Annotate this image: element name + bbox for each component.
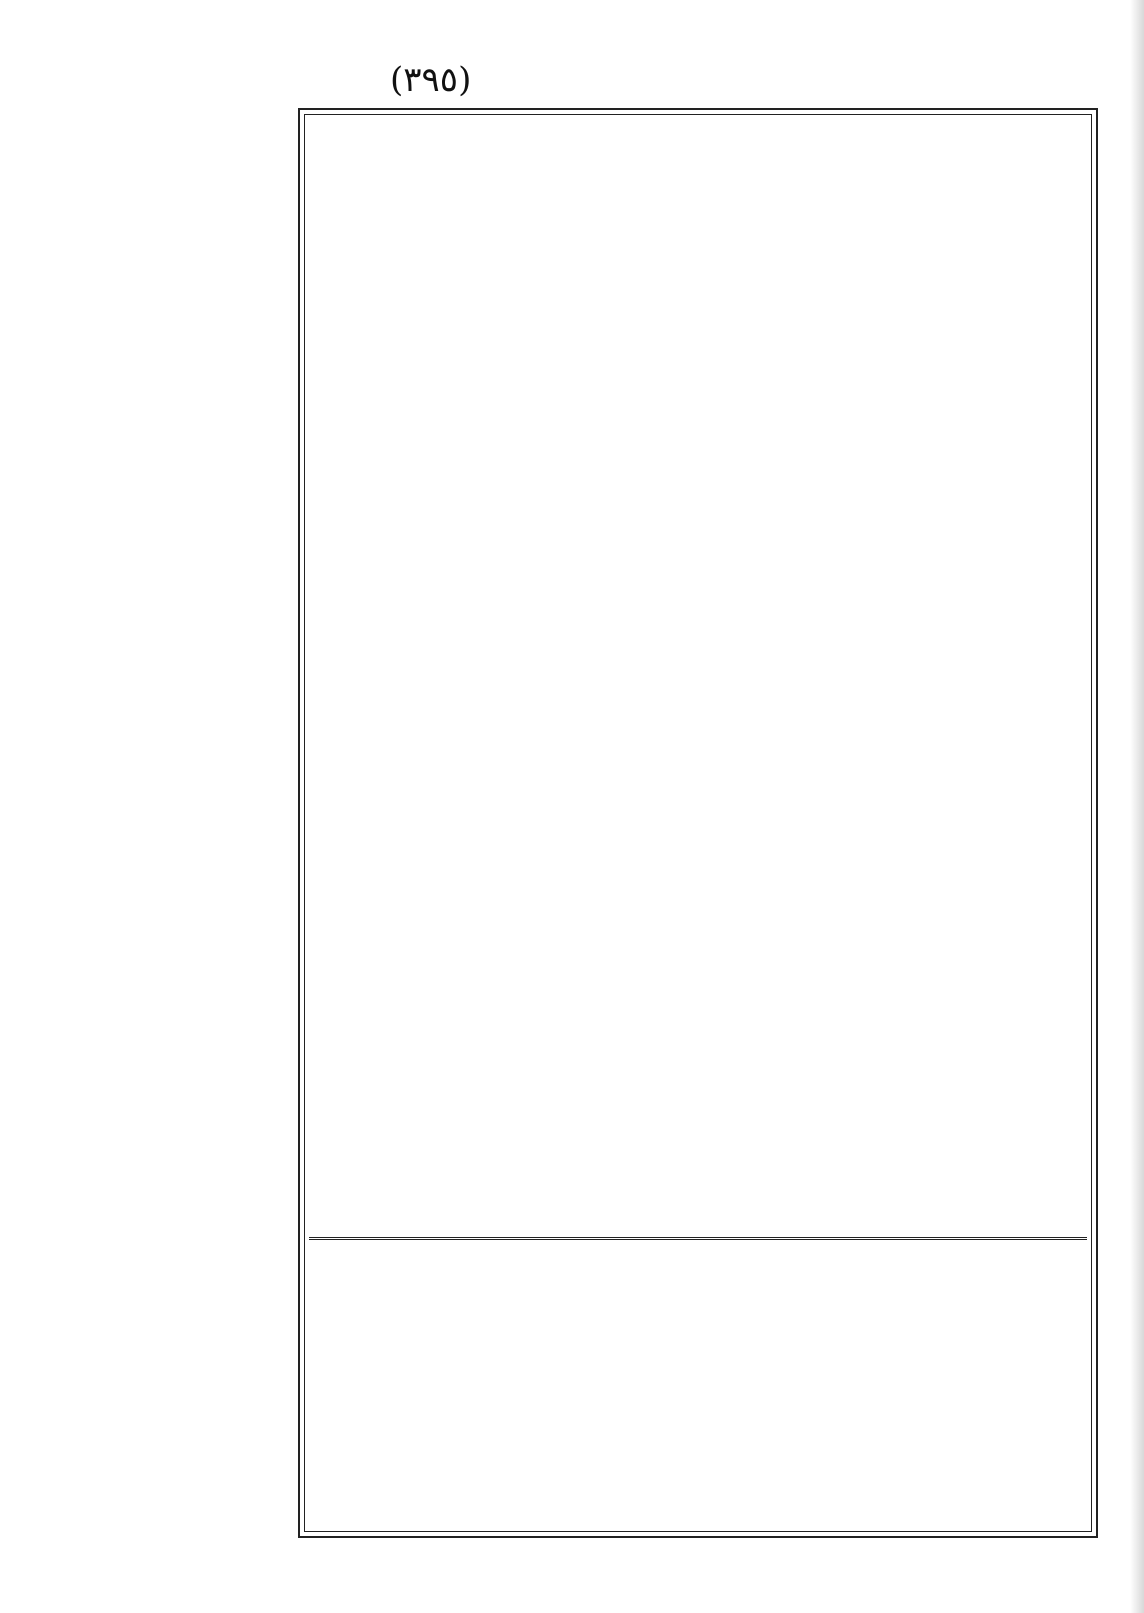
main-commentary (315, 133, 1081, 1228)
main-text-frame (298, 108, 1098, 1538)
main-text-inner-frame (304, 114, 1092, 1532)
footnote-block (315, 1255, 1081, 1525)
page-edge (1130, 0, 1144, 1613)
margin-text-column (60, 108, 282, 1538)
footer-catchword-line (60, 1548, 1090, 1584)
section-divider (309, 1237, 1087, 1240)
page-number: (٣٩٥) (390, 60, 472, 100)
margin-running-title (60, 62, 270, 98)
chapter-running-title (430, 62, 1090, 98)
page-header (60, 52, 1090, 108)
